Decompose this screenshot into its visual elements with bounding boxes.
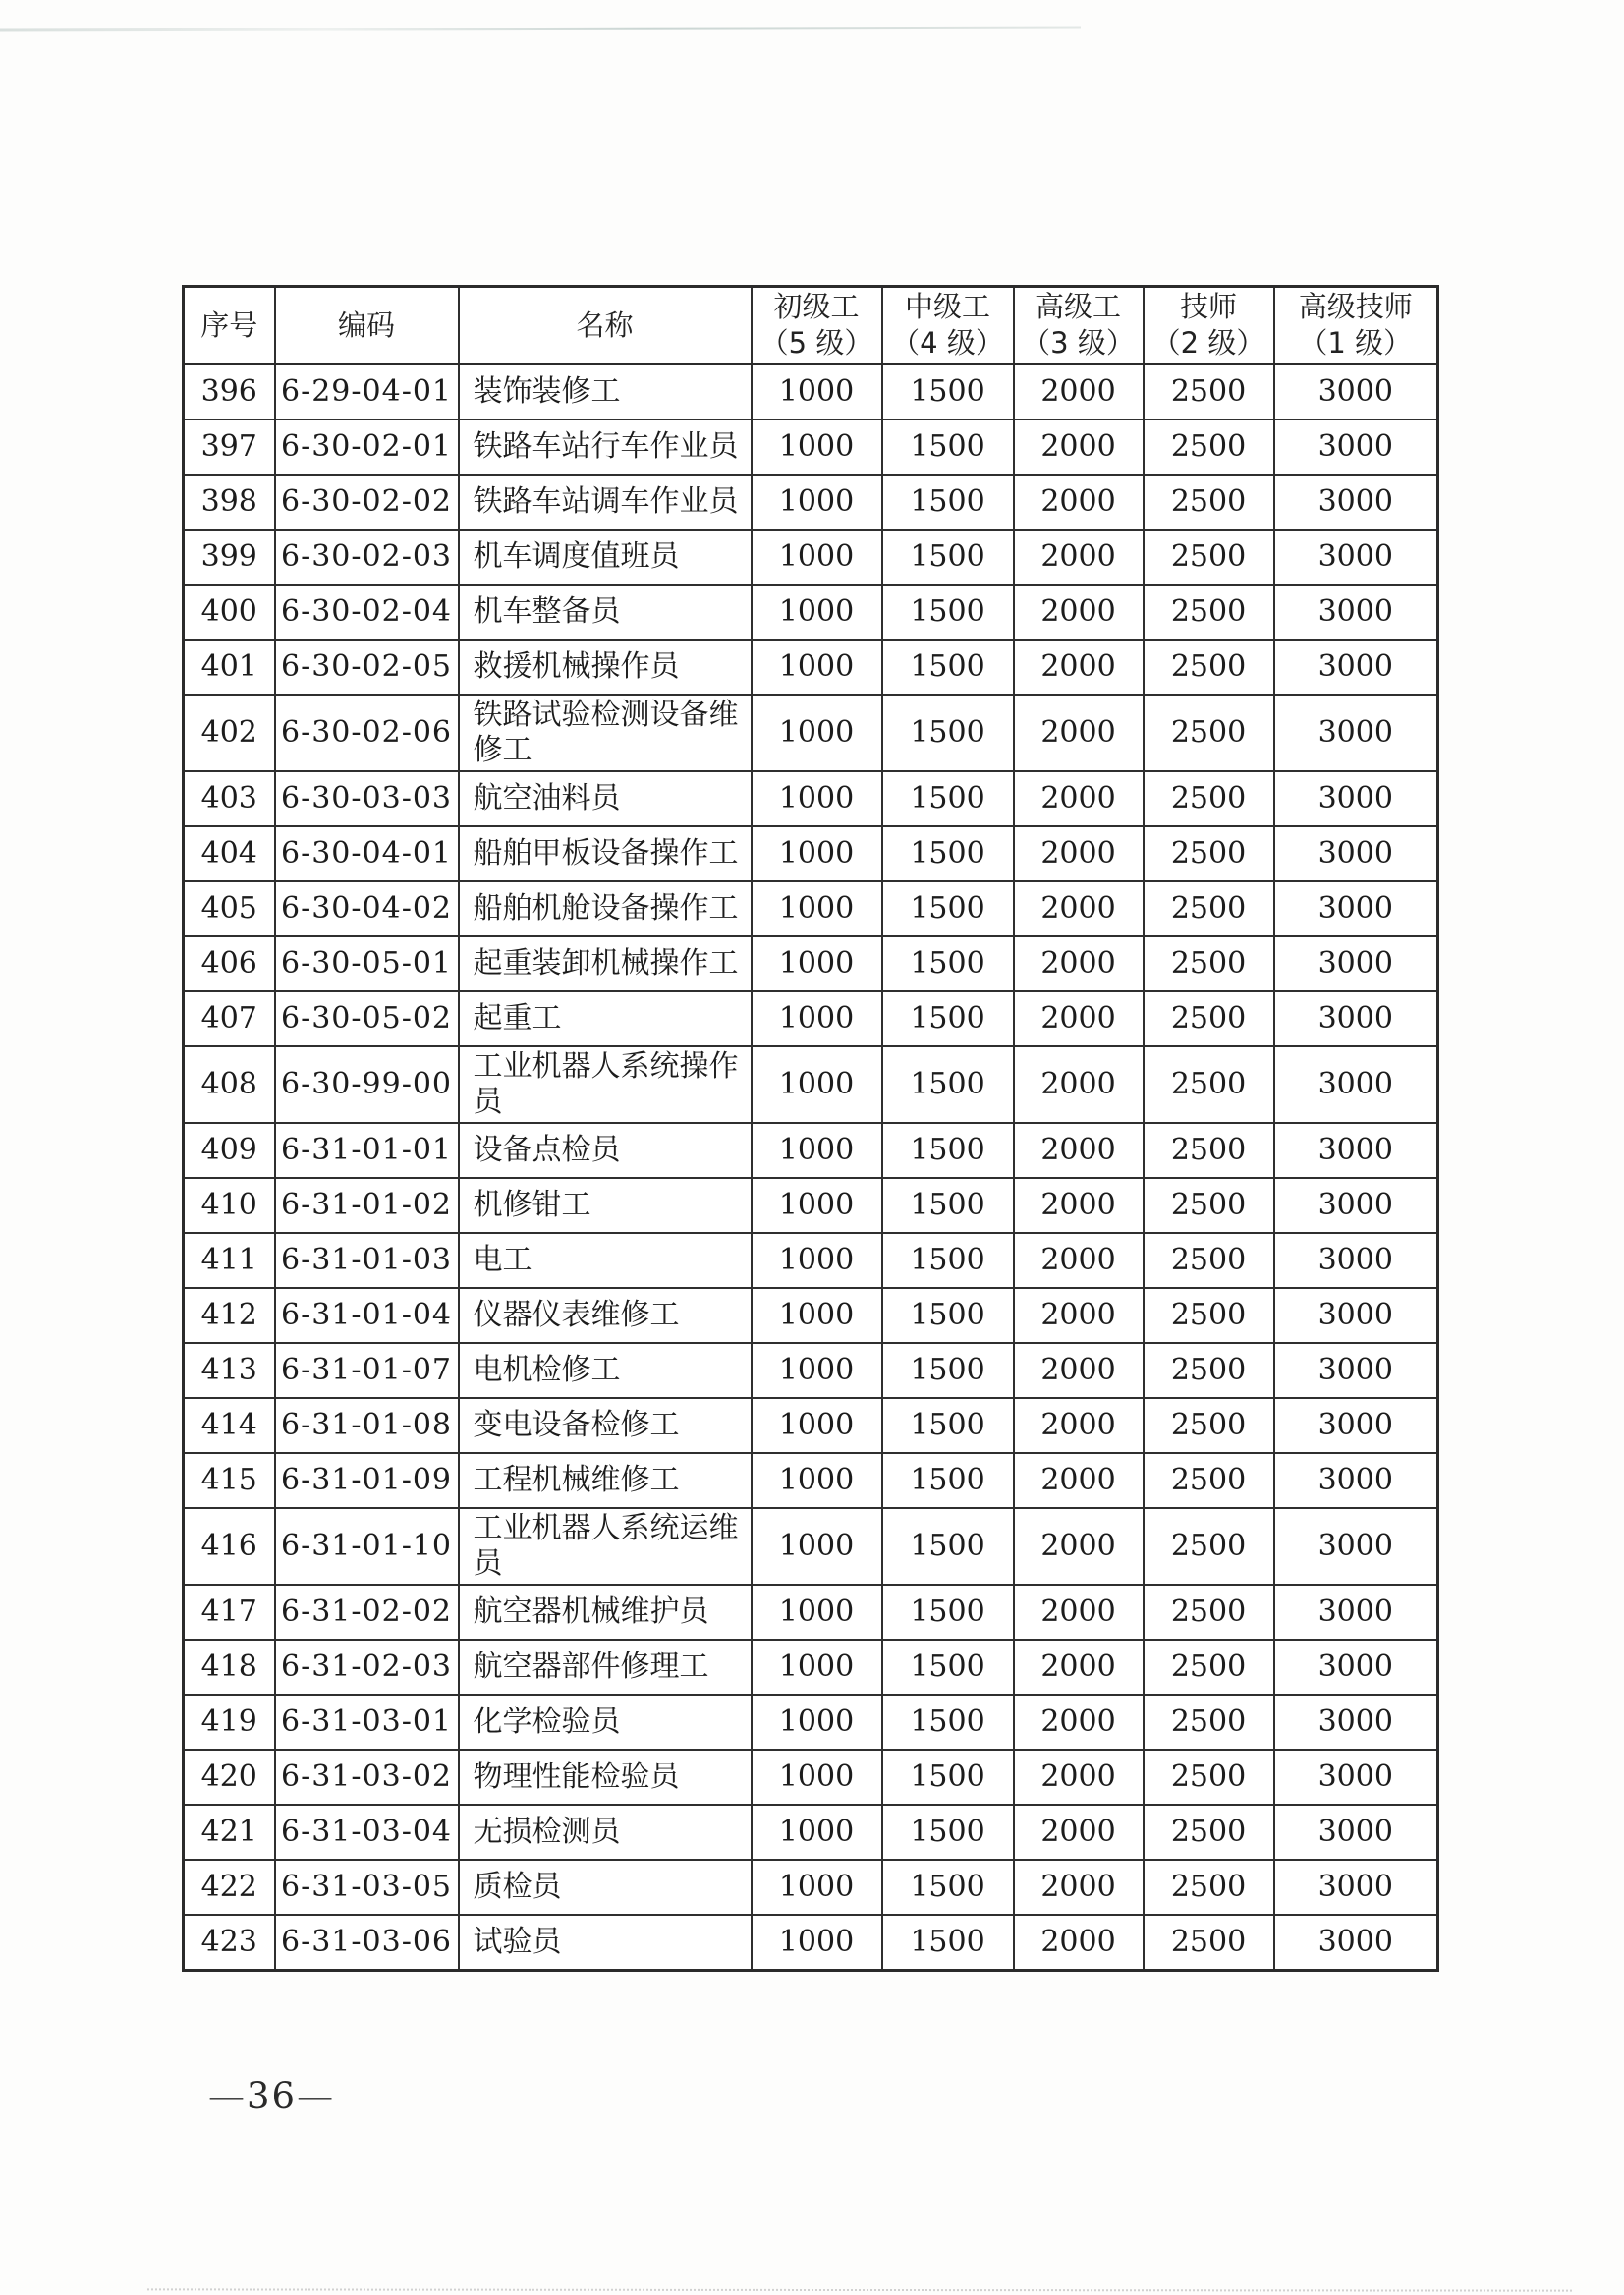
junior-5-cell: 1000 bbox=[752, 1046, 882, 1123]
technician-2-cell: 2500 bbox=[1144, 1915, 1274, 1971]
column-header-senior-technician-1 bbox=[1274, 287, 1438, 364]
table-row bbox=[184, 1123, 1438, 1178]
intermediate-4-cell: 1500 bbox=[882, 1695, 1014, 1750]
senior-technician-1-cell: 3000 bbox=[1274, 1805, 1438, 1860]
name-cell: 设备点检员 bbox=[459, 1123, 752, 1178]
column-header-junior-5 bbox=[752, 287, 882, 364]
junior-5-cell: 1000 bbox=[752, 1178, 882, 1233]
code-cell: 6-30-02-05 bbox=[275, 640, 459, 695]
table-row bbox=[184, 530, 1438, 585]
table-row bbox=[184, 881, 1438, 936]
serial-cell: 397 bbox=[184, 420, 275, 475]
intermediate-4-cell: 1500 bbox=[882, 826, 1014, 881]
intermediate-4-cell: 1500 bbox=[882, 695, 1014, 771]
code-cell: 6-30-04-01 bbox=[275, 826, 459, 881]
serial-cell: 412 bbox=[184, 1288, 275, 1343]
table-row bbox=[184, 640, 1438, 695]
technician-2-cell: 2500 bbox=[1144, 1640, 1274, 1695]
serial-cell: 423 bbox=[184, 1915, 275, 1971]
code-cell: 6-31-01-09 bbox=[275, 1453, 459, 1508]
code-cell: 6-29-04-01 bbox=[275, 364, 459, 420]
senior-3-cell: 2000 bbox=[1014, 640, 1144, 695]
senior-technician-1-cell: 3000 bbox=[1274, 1288, 1438, 1343]
code-cell: 6-30-02-03 bbox=[275, 530, 459, 585]
table-row bbox=[184, 695, 1438, 771]
serial-cell: 404 bbox=[184, 826, 275, 881]
senior-technician-1-cell: 3000 bbox=[1274, 695, 1438, 771]
serial-cell: 415 bbox=[184, 1453, 275, 1508]
name-cell: 机车整备员 bbox=[459, 585, 752, 640]
senior-technician-1-cell: 3000 bbox=[1274, 530, 1438, 585]
junior-5-cell: 1000 bbox=[752, 695, 882, 771]
scan-artifact-top bbox=[0, 27, 1081, 32]
technician-2-cell: 2500 bbox=[1144, 1750, 1274, 1805]
table-row bbox=[184, 1288, 1438, 1343]
senior-technician-1-cell: 3000 bbox=[1274, 936, 1438, 991]
technician-2-cell: 2500 bbox=[1144, 1046, 1274, 1123]
name-cell: 仪器仪表维修工 bbox=[459, 1288, 752, 1343]
serial-cell: 402 bbox=[184, 695, 275, 771]
senior-technician-1-cell: 3000 bbox=[1274, 881, 1438, 936]
technician-2-cell: 2500 bbox=[1144, 1453, 1274, 1508]
senior-3-cell: 2000 bbox=[1014, 1508, 1144, 1585]
junior-5-cell: 1000 bbox=[752, 771, 882, 826]
scan-artifact-bottom bbox=[147, 2288, 1572, 2291]
senior-technician-1-cell: 3000 bbox=[1274, 1640, 1438, 1695]
senior-3-cell: 2000 bbox=[1014, 1288, 1144, 1343]
table-row bbox=[184, 1750, 1438, 1805]
code-cell: 6-30-02-01 bbox=[275, 420, 459, 475]
name-cell: 物理性能检验员 bbox=[459, 1750, 752, 1805]
intermediate-4-cell: 1500 bbox=[882, 1123, 1014, 1178]
serial-cell: 422 bbox=[184, 1860, 275, 1915]
serial-cell: 414 bbox=[184, 1398, 275, 1453]
serial-cell: 421 bbox=[184, 1805, 275, 1860]
senior-technician-1-cell: 3000 bbox=[1274, 826, 1438, 881]
senior-3-cell: 2000 bbox=[1014, 1398, 1144, 1453]
intermediate-4-cell: 1500 bbox=[882, 1915, 1014, 1971]
code-cell: 6-31-01-03 bbox=[275, 1233, 459, 1288]
technician-2-cell: 2500 bbox=[1144, 1585, 1274, 1640]
table-row bbox=[184, 1453, 1438, 1508]
intermediate-4-cell: 1500 bbox=[882, 1343, 1014, 1398]
code-cell: 6-31-02-03 bbox=[275, 1640, 459, 1695]
code-cell: 6-31-03-02 bbox=[275, 1750, 459, 1805]
name-cell: 船舶甲板设备操作工 bbox=[459, 826, 752, 881]
technician-2-cell: 2500 bbox=[1144, 1398, 1274, 1453]
column-subtitle: （3 级） bbox=[1022, 326, 1135, 360]
senior-technician-1-cell: 3000 bbox=[1274, 1453, 1438, 1508]
senior-technician-1-cell: 3000 bbox=[1274, 1343, 1438, 1398]
name-cell: 工业机器人系统运维员 bbox=[459, 1508, 752, 1585]
intermediate-4-cell: 1500 bbox=[882, 420, 1014, 475]
table-row bbox=[184, 1508, 1438, 1585]
column-header-serial bbox=[184, 287, 275, 364]
senior-3-cell: 2000 bbox=[1014, 475, 1144, 530]
technician-2-cell: 2500 bbox=[1144, 936, 1274, 991]
senior-3-cell: 2000 bbox=[1014, 1233, 1144, 1288]
code-cell: 6-31-01-08 bbox=[275, 1398, 459, 1453]
senior-3-cell: 2000 bbox=[1014, 771, 1144, 826]
senior-3-cell: 2000 bbox=[1014, 585, 1144, 640]
intermediate-4-cell: 1500 bbox=[882, 1585, 1014, 1640]
junior-5-cell: 1000 bbox=[752, 1343, 882, 1398]
table-row bbox=[184, 364, 1438, 420]
table-row bbox=[184, 936, 1438, 991]
senior-3-cell: 2000 bbox=[1014, 695, 1144, 771]
junior-5-cell: 1000 bbox=[752, 1915, 882, 1971]
senior-technician-1-cell: 3000 bbox=[1274, 364, 1438, 420]
name-cell: 铁路车站行车作业员 bbox=[459, 420, 752, 475]
intermediate-4-cell: 1500 bbox=[882, 585, 1014, 640]
junior-5-cell: 1000 bbox=[752, 585, 882, 640]
code-cell: 6-30-05-02 bbox=[275, 991, 459, 1046]
junior-5-cell: 1000 bbox=[752, 364, 882, 420]
name-cell: 起重工 bbox=[459, 991, 752, 1046]
senior-3-cell: 2000 bbox=[1014, 1343, 1144, 1398]
code-cell: 6-31-03-05 bbox=[275, 1860, 459, 1915]
senior-technician-1-cell: 3000 bbox=[1274, 420, 1438, 475]
junior-5-cell: 1000 bbox=[752, 881, 882, 936]
column-subtitle: （1 级） bbox=[1299, 326, 1413, 360]
technician-2-cell: 2500 bbox=[1144, 364, 1274, 420]
serial-cell: 417 bbox=[184, 1585, 275, 1640]
name-cell: 质检员 bbox=[459, 1860, 752, 1915]
intermediate-4-cell: 1500 bbox=[882, 1860, 1014, 1915]
junior-5-cell: 1000 bbox=[752, 1585, 882, 1640]
name-cell: 电工 bbox=[459, 1233, 752, 1288]
senior-3-cell: 2000 bbox=[1014, 1046, 1144, 1123]
name-cell: 化学检验员 bbox=[459, 1695, 752, 1750]
intermediate-4-cell: 1500 bbox=[882, 530, 1014, 585]
column-title: 技师 bbox=[1179, 290, 1237, 323]
table-row bbox=[184, 1398, 1438, 1453]
intermediate-4-cell: 1500 bbox=[882, 1640, 1014, 1695]
technician-2-cell: 2500 bbox=[1144, 991, 1274, 1046]
code-cell: 6-30-03-03 bbox=[275, 771, 459, 826]
junior-5-cell: 1000 bbox=[752, 1288, 882, 1343]
senior-3-cell: 2000 bbox=[1014, 1860, 1144, 1915]
name-cell: 铁路车站调车作业员 bbox=[459, 475, 752, 530]
serial-cell: 406 bbox=[184, 936, 275, 991]
technician-2-cell: 2500 bbox=[1144, 1343, 1274, 1398]
code-cell: 6-31-01-01 bbox=[275, 1123, 459, 1178]
serial-cell: 409 bbox=[184, 1123, 275, 1178]
name-cell: 航空器机械维护员 bbox=[459, 1585, 752, 1640]
table-row bbox=[184, 1343, 1438, 1398]
serial-cell: 400 bbox=[184, 585, 275, 640]
name-cell: 机车调度值班员 bbox=[459, 530, 752, 585]
senior-3-cell: 2000 bbox=[1014, 1750, 1144, 1805]
technician-2-cell: 2500 bbox=[1144, 585, 1274, 640]
serial-cell: 398 bbox=[184, 475, 275, 530]
table-row bbox=[184, 475, 1438, 530]
table-row bbox=[184, 1585, 1438, 1640]
page-number: —36— bbox=[208, 2075, 336, 2117]
serial-cell: 413 bbox=[184, 1343, 275, 1398]
technician-2-cell: 2500 bbox=[1144, 695, 1274, 771]
column-title: 高级技师 bbox=[1298, 290, 1413, 323]
senior-technician-1-cell: 3000 bbox=[1274, 640, 1438, 695]
table-row bbox=[184, 1046, 1438, 1123]
intermediate-4-cell: 1500 bbox=[882, 1233, 1014, 1288]
name-cell: 工程机械维修工 bbox=[459, 1453, 752, 1508]
column-header-technician-2 bbox=[1144, 287, 1274, 364]
senior-technician-1-cell: 3000 bbox=[1274, 1695, 1438, 1750]
name-cell: 电机检修工 bbox=[459, 1343, 752, 1398]
serial-cell: 407 bbox=[184, 991, 275, 1046]
junior-5-cell: 1000 bbox=[752, 1453, 882, 1508]
junior-5-cell: 1000 bbox=[752, 1640, 882, 1695]
serial-cell: 405 bbox=[184, 881, 275, 936]
junior-5-cell: 1000 bbox=[752, 1695, 882, 1750]
code-cell: 6-30-99-00 bbox=[275, 1046, 459, 1123]
junior-5-cell: 1000 bbox=[752, 1508, 882, 1585]
name-cell: 起重装卸机械操作工 bbox=[459, 936, 752, 991]
serial-cell: 399 bbox=[184, 530, 275, 585]
junior-5-cell: 1000 bbox=[752, 530, 882, 585]
code-cell: 6-31-03-04 bbox=[275, 1805, 459, 1860]
senior-3-cell: 2000 bbox=[1014, 1695, 1144, 1750]
intermediate-4-cell: 1500 bbox=[882, 1805, 1014, 1860]
column-subtitle: （5 级） bbox=[759, 326, 873, 360]
technician-2-cell: 2500 bbox=[1144, 881, 1274, 936]
junior-5-cell: 1000 bbox=[752, 826, 882, 881]
code-cell: 6-31-03-01 bbox=[275, 1695, 459, 1750]
serial-cell: 408 bbox=[184, 1046, 275, 1123]
junior-5-cell: 1000 bbox=[752, 936, 882, 991]
name-cell: 无损检测员 bbox=[459, 1805, 752, 1860]
senior-3-cell: 2000 bbox=[1014, 881, 1144, 936]
serial-cell: 416 bbox=[184, 1508, 275, 1585]
serial-cell: 401 bbox=[184, 640, 275, 695]
table-header bbox=[184, 287, 1438, 364]
junior-5-cell: 1000 bbox=[752, 475, 882, 530]
intermediate-4-cell: 1500 bbox=[882, 1178, 1014, 1233]
intermediate-4-cell: 1500 bbox=[882, 1046, 1014, 1123]
senior-3-cell: 2000 bbox=[1014, 1123, 1144, 1178]
table-row bbox=[184, 1640, 1438, 1695]
intermediate-4-cell: 1500 bbox=[882, 1453, 1014, 1508]
senior-technician-1-cell: 3000 bbox=[1274, 1233, 1438, 1288]
name-cell: 机修钳工 bbox=[459, 1178, 752, 1233]
technician-2-cell: 2500 bbox=[1144, 1860, 1274, 1915]
header-row bbox=[184, 287, 1438, 364]
technician-2-cell: 2500 bbox=[1144, 1123, 1274, 1178]
senior-technician-1-cell: 3000 bbox=[1274, 585, 1438, 640]
column-title: 名称 bbox=[576, 308, 634, 342]
name-cell: 工业机器人系统操作员 bbox=[459, 1046, 752, 1123]
code-cell: 6-31-01-02 bbox=[275, 1178, 459, 1233]
intermediate-4-cell: 1500 bbox=[882, 881, 1014, 936]
table-row bbox=[184, 826, 1438, 881]
column-title: 高级工 bbox=[1035, 290, 1121, 323]
junior-5-cell: 1000 bbox=[752, 1233, 882, 1288]
technician-2-cell: 2500 bbox=[1144, 475, 1274, 530]
serial-cell: 396 bbox=[184, 364, 275, 420]
code-cell: 6-30-02-04 bbox=[275, 585, 459, 640]
senior-technician-1-cell: 3000 bbox=[1274, 1178, 1438, 1233]
junior-5-cell: 1000 bbox=[752, 1805, 882, 1860]
intermediate-4-cell: 1500 bbox=[882, 1398, 1014, 1453]
technician-2-cell: 2500 bbox=[1144, 1805, 1274, 1860]
column-header-name bbox=[459, 287, 752, 364]
senior-3-cell: 2000 bbox=[1014, 1805, 1144, 1860]
table-row bbox=[184, 991, 1438, 1046]
table-row bbox=[184, 585, 1438, 640]
name-cell: 船舶机舱设备操作工 bbox=[459, 881, 752, 936]
table-row bbox=[184, 1860, 1438, 1915]
column-title: 序号 bbox=[200, 308, 258, 342]
column-title: 编码 bbox=[337, 308, 395, 342]
code-cell: 6-31-01-10 bbox=[275, 1508, 459, 1585]
table-body bbox=[184, 364, 1438, 1971]
code-cell: 6-31-02-02 bbox=[275, 1585, 459, 1640]
table-row bbox=[184, 1233, 1438, 1288]
table-row bbox=[184, 1695, 1438, 1750]
senior-technician-1-cell: 3000 bbox=[1274, 1585, 1438, 1640]
code-cell: 6-31-01-07 bbox=[275, 1343, 459, 1398]
senior-technician-1-cell: 3000 bbox=[1274, 991, 1438, 1046]
name-cell: 航空器部件修理工 bbox=[459, 1640, 752, 1695]
senior-3-cell: 2000 bbox=[1014, 991, 1144, 1046]
technician-2-cell: 2500 bbox=[1144, 420, 1274, 475]
column-header-intermediate-4 bbox=[882, 287, 1014, 364]
senior-technician-1-cell: 3000 bbox=[1274, 1508, 1438, 1585]
column-subtitle: （2 级） bbox=[1151, 326, 1265, 360]
code-cell: 6-30-05-01 bbox=[275, 936, 459, 991]
senior-3-cell: 2000 bbox=[1014, 1585, 1144, 1640]
junior-5-cell: 1000 bbox=[752, 1398, 882, 1453]
column-header-senior-3 bbox=[1014, 287, 1144, 364]
table-row bbox=[184, 771, 1438, 826]
code-cell: 6-31-03-06 bbox=[275, 1915, 459, 1971]
senior-3-cell: 2000 bbox=[1014, 364, 1144, 420]
name-cell: 变电设备检修工 bbox=[459, 1398, 752, 1453]
name-cell: 航空油料员 bbox=[459, 771, 752, 826]
junior-5-cell: 1000 bbox=[752, 420, 882, 475]
junior-5-cell: 1000 bbox=[752, 991, 882, 1046]
senior-technician-1-cell: 3000 bbox=[1274, 1398, 1438, 1453]
junior-5-cell: 1000 bbox=[752, 640, 882, 695]
senior-3-cell: 2000 bbox=[1014, 826, 1144, 881]
technician-2-cell: 2500 bbox=[1144, 1178, 1274, 1233]
intermediate-4-cell: 1500 bbox=[882, 1750, 1014, 1805]
senior-3-cell: 2000 bbox=[1014, 530, 1144, 585]
column-subtitle: （4 级） bbox=[891, 326, 1004, 360]
name-cell: 救援机械操作员 bbox=[459, 640, 752, 695]
name-cell: 铁路试验检测设备维修工 bbox=[459, 695, 752, 771]
senior-technician-1-cell: 3000 bbox=[1274, 771, 1438, 826]
table-row bbox=[184, 1805, 1438, 1860]
code-cell: 6-30-04-02 bbox=[275, 881, 459, 936]
senior-3-cell: 2000 bbox=[1014, 1453, 1144, 1508]
column-title: 初级工 bbox=[773, 290, 860, 323]
serial-cell: 418 bbox=[184, 1640, 275, 1695]
intermediate-4-cell: 1500 bbox=[882, 475, 1014, 530]
senior-3-cell: 2000 bbox=[1014, 936, 1144, 991]
senior-3-cell: 2000 bbox=[1014, 1915, 1144, 1971]
code-cell: 6-30-02-06 bbox=[275, 695, 459, 771]
intermediate-4-cell: 1500 bbox=[882, 1508, 1014, 1585]
senior-3-cell: 2000 bbox=[1014, 1640, 1144, 1695]
intermediate-4-cell: 1500 bbox=[882, 364, 1014, 420]
technician-2-cell: 2500 bbox=[1144, 1695, 1274, 1750]
senior-3-cell: 2000 bbox=[1014, 1178, 1144, 1233]
junior-5-cell: 1000 bbox=[752, 1750, 882, 1805]
technician-2-cell: 2500 bbox=[1144, 771, 1274, 826]
intermediate-4-cell: 1500 bbox=[882, 640, 1014, 695]
technician-2-cell: 2500 bbox=[1144, 640, 1274, 695]
intermediate-4-cell: 1500 bbox=[882, 1288, 1014, 1343]
serial-cell: 420 bbox=[184, 1750, 275, 1805]
code-cell: 6-31-01-04 bbox=[275, 1288, 459, 1343]
serial-cell: 411 bbox=[184, 1233, 275, 1288]
name-cell: 试验员 bbox=[459, 1915, 752, 1971]
senior-technician-1-cell: 3000 bbox=[1274, 1046, 1438, 1123]
code-cell: 6-30-02-02 bbox=[275, 475, 459, 530]
column-header-code bbox=[275, 287, 459, 364]
column-title: 中级工 bbox=[904, 290, 990, 323]
serial-cell: 403 bbox=[184, 771, 275, 826]
technician-2-cell: 2500 bbox=[1144, 1233, 1274, 1288]
table-row bbox=[184, 420, 1438, 475]
senior-technician-1-cell: 3000 bbox=[1274, 1750, 1438, 1805]
senior-technician-1-cell: 3000 bbox=[1274, 475, 1438, 530]
intermediate-4-cell: 1500 bbox=[882, 936, 1014, 991]
serial-cell: 410 bbox=[184, 1178, 275, 1233]
name-cell: 装饰装修工 bbox=[459, 364, 752, 420]
technician-2-cell: 2500 bbox=[1144, 1288, 1274, 1343]
junior-5-cell: 1000 bbox=[752, 1123, 882, 1178]
senior-technician-1-cell: 3000 bbox=[1274, 1123, 1438, 1178]
intermediate-4-cell: 1500 bbox=[882, 991, 1014, 1046]
technician-2-cell: 2500 bbox=[1144, 530, 1274, 585]
technician-2-cell: 2500 bbox=[1144, 826, 1274, 881]
senior-technician-1-cell: 3000 bbox=[1274, 1860, 1438, 1915]
serial-cell: 419 bbox=[184, 1695, 275, 1750]
wage-grade-table bbox=[182, 285, 1439, 1972]
technician-2-cell: 2500 bbox=[1144, 1508, 1274, 1585]
junior-5-cell: 1000 bbox=[752, 1860, 882, 1915]
table-row bbox=[184, 1915, 1438, 1971]
senior-3-cell: 2000 bbox=[1014, 420, 1144, 475]
intermediate-4-cell: 1500 bbox=[882, 771, 1014, 826]
senior-technician-1-cell: 3000 bbox=[1274, 1915, 1438, 1971]
table-row bbox=[184, 1178, 1438, 1233]
